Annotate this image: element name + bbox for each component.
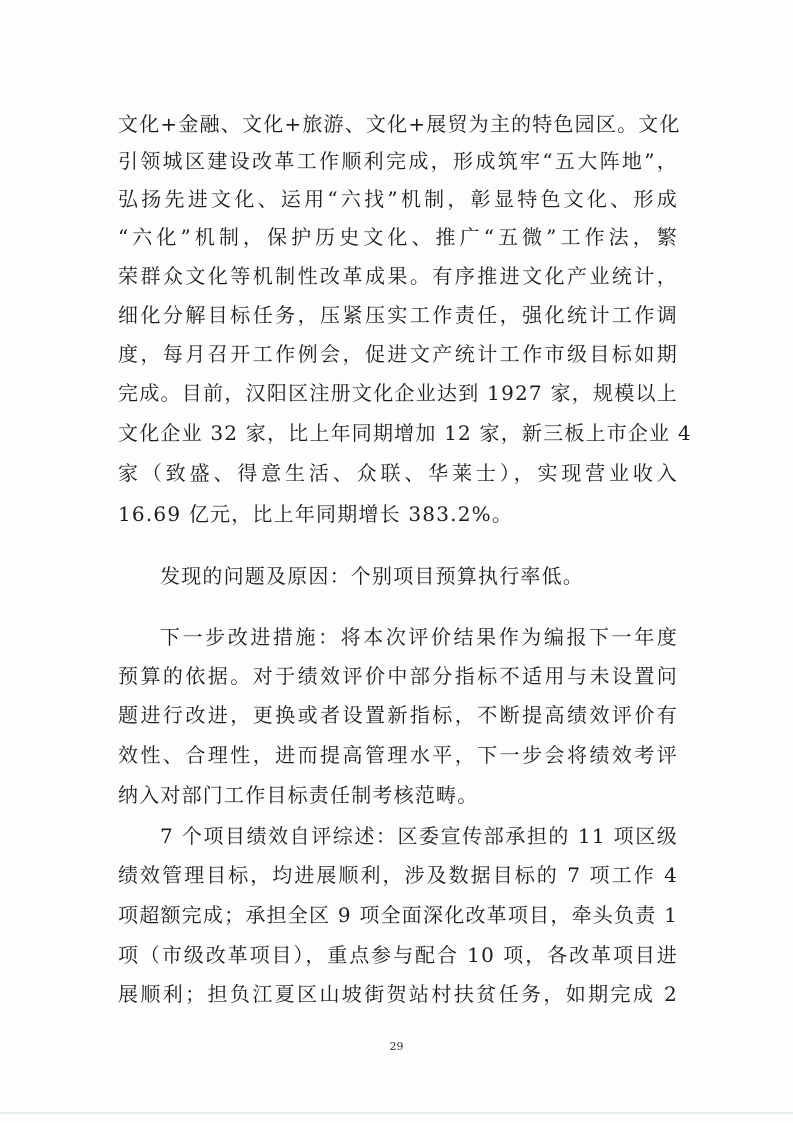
- body-text-line: 荣群众文化等机制性改革成果。有序推进文化产业统计，: [118, 264, 678, 288]
- problem-statement: 发现的问题及原因：个别项目预算执行率低。: [160, 564, 584, 588]
- body-text-line: 纳入对部门工作目标责任制考核范畴。: [118, 783, 479, 807]
- body-text-line: 文化企业 32 家，比上年同期增加 12 家，新三板上市企业 4: [118, 421, 692, 445]
- body-text-line: 项（市级改革项目），重点参与配合 10 项，各改革项目进: [118, 943, 678, 967]
- body-text-line: 16.69 亿元，比上年同期增长 383.2%。: [118, 502, 514, 526]
- body-text-line: 引领城区建设改革工作顺利完成，形成筑牢“五大阵地”，: [118, 149, 678, 173]
- body-text-line: 弘扬先进文化、运用“六找”机制，彰显特色文化、形成: [118, 187, 678, 211]
- scan-edge: [0, 1112, 793, 1114]
- body-text-line: 下一步改进措施：将本次评价结果作为编报下一年度: [160, 625, 678, 649]
- body-text-line: 7 个项目绩效自评综述：区委宣传部承担的 11 项区级: [160, 824, 678, 848]
- body-text-line: 完成。目前，汉阳区注册文化企业达到 1927 家，规模以上: [118, 381, 678, 405]
- body-text-line: 文化+金融、文化+旅游、文化+展贸为主的特色园区。文化: [118, 112, 681, 136]
- body-text-line: “六化”机制，保护历史文化、推广“五微”工作法，繁: [118, 225, 678, 249]
- body-text-line: 项超额完成；承担全区 9 项全面深化改革项目，牵头负责 1: [118, 903, 678, 927]
- body-text-line: 度，每月召开工作例会，促进文产统计工作市级目标如期: [118, 342, 678, 366]
- body-text-line: 展顺利；担负江夏区山坡街贺站村扶贫任务，如期完成 2: [118, 982, 678, 1006]
- body-text-line: 绩效管理目标，均进展顺利，涉及数据目标的 7 项工作 4: [118, 863, 678, 887]
- body-text-line: 家（致盛、得意生活、众联、华莱士），实现营业收入: [118, 461, 678, 485]
- body-text-line: 题进行改进，更换或者设置新指标，不断提高绩效评价有: [118, 703, 678, 727]
- body-text-line: 预算的依据。对于绩效评价中部分指标不适用与未设置问: [118, 664, 678, 688]
- body-text-line: 细化分解目标任务，压紧压实工作责任，强化统计工作调: [118, 303, 678, 327]
- body-text-line: 效性、合理性，进而提高管理水平，下一步会将绩效考评: [118, 743, 678, 767]
- page-number: 29: [389, 1040, 404, 1053]
